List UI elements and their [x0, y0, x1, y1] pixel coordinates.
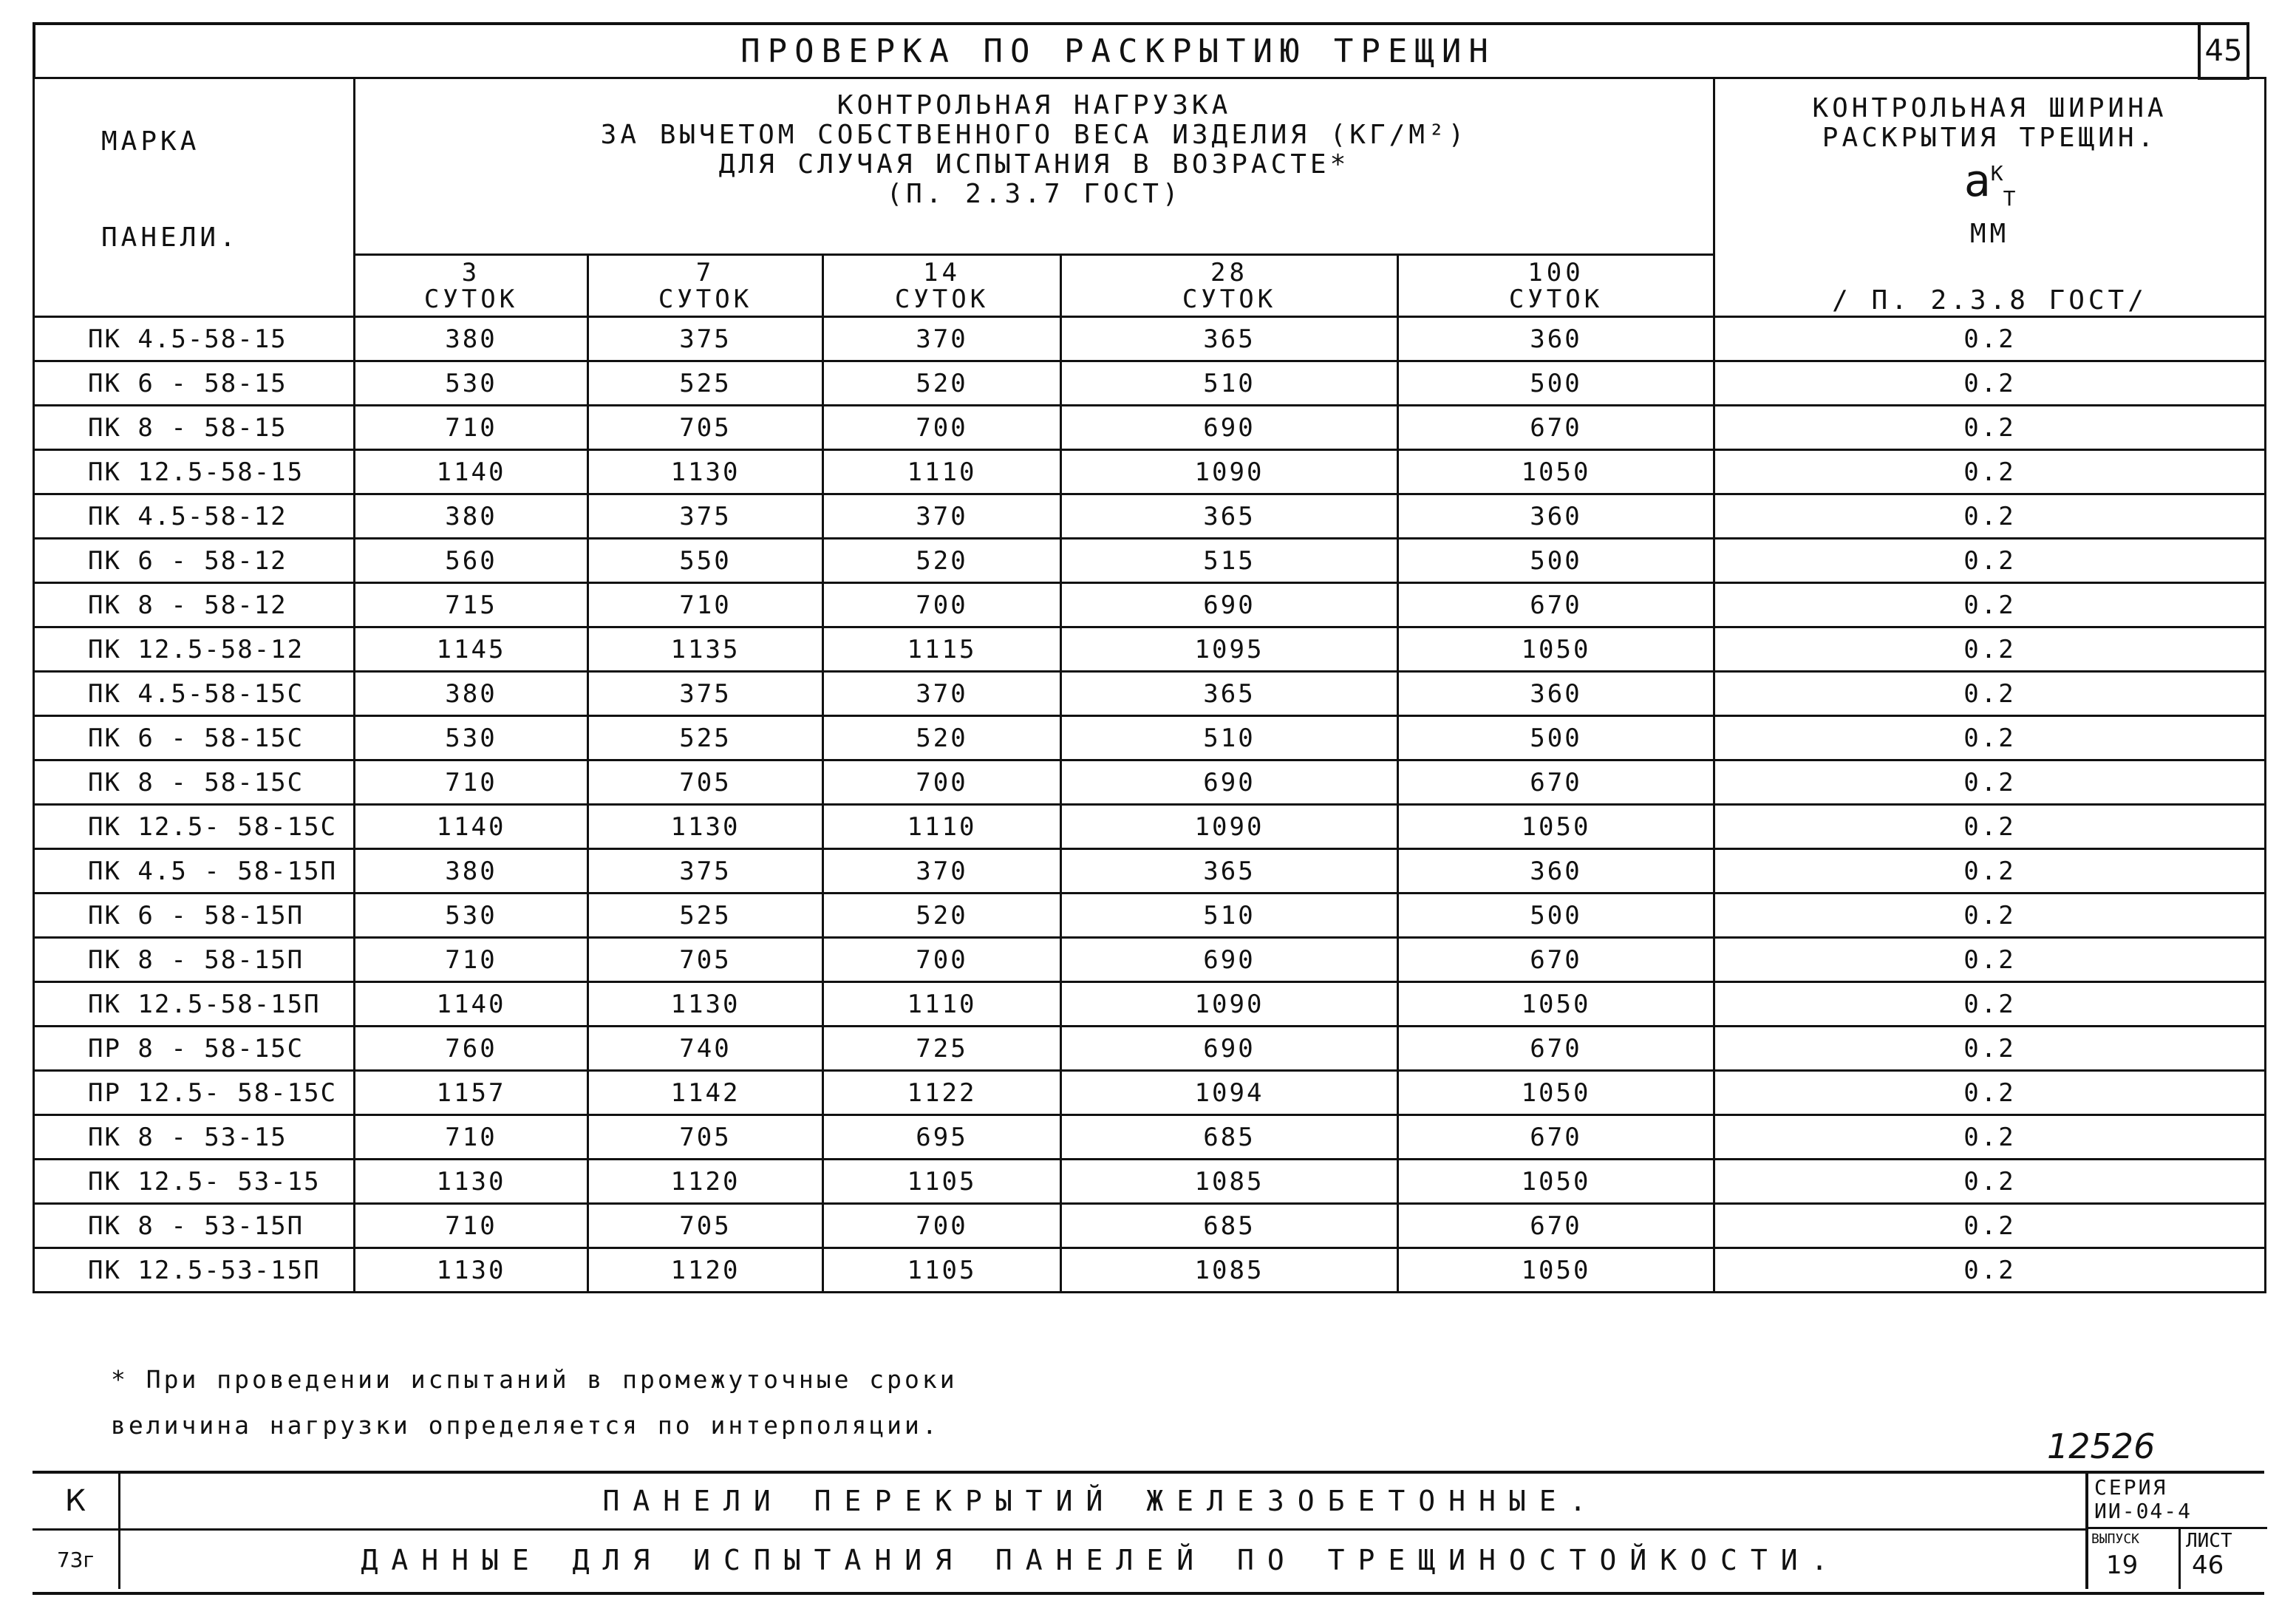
- load-7-days-cell: 375: [588, 849, 823, 894]
- load-100-days-cell: 360: [1398, 317, 1714, 361]
- load-3-days-cell: 530: [355, 716, 588, 760]
- width-unit: ММ: [1969, 219, 2010, 249]
- load-14-days-cell: 520: [823, 539, 1061, 583]
- panel-mark-cell: ПК 6 - 58-15С: [34, 716, 355, 760]
- table-row: [34, 1160, 2266, 1204]
- panel-mark-cell: ПК 4.5-58-12: [34, 494, 355, 539]
- day-header-100: 100 СУТОК: [1398, 255, 1714, 317]
- load-7-days-cell: 705: [588, 406, 823, 450]
- crack-width-sub: Т: [2003, 186, 2016, 211]
- load-7-days-cell: 375: [588, 494, 823, 539]
- load-column-header: [355, 78, 1714, 255]
- load-14-days-cell: 520: [823, 361, 1061, 406]
- load-28-days-cell: 690: [1061, 1027, 1398, 1071]
- load-14-days-cell: 1110: [823, 450, 1061, 494]
- table-row: [34, 627, 2266, 672]
- load-100-days-cell: 500: [1398, 361, 1714, 406]
- panel-mark-cell: ПК 8 - 58-15С: [34, 760, 355, 805]
- crack-width-cell: 0.2: [1714, 1204, 2266, 1248]
- issue-label: ВЫПУСК: [2091, 1531, 2140, 1547]
- load-header-line1: КОНТРОЛЬНАЯ НАГРУЗКА: [837, 90, 1232, 120]
- load-28-days-cell: 1090: [1061, 805, 1398, 849]
- table-row: [34, 1115, 2266, 1160]
- load-3-days-cell: 1130: [355, 1248, 588, 1293]
- load-100-days-cell: 670: [1398, 760, 1714, 805]
- load-100-days-cell: 360: [1398, 494, 1714, 539]
- table-row: [34, 583, 2266, 627]
- width-reference: / П. 2.3.8 ГОСТ/: [1832, 285, 2147, 316]
- panel-mark-cell: ПР 12.5- 58-15С: [34, 1071, 355, 1115]
- load-100-days-cell: 1050: [1398, 1248, 1714, 1293]
- load-3-days-cell: 380: [355, 672, 588, 716]
- crack-width-cell: 0.2: [1714, 1115, 2266, 1160]
- day-header-3: 3 СУТОК: [355, 255, 588, 317]
- panel-mark-cell: ПК 12.5-58-15П: [34, 982, 355, 1027]
- load-3-days-cell: 710: [355, 1115, 588, 1160]
- load-3-days-cell: 1157: [355, 1071, 588, 1115]
- load-7-days-cell: 375: [588, 317, 823, 361]
- load-3-days-cell: 1145: [355, 627, 588, 672]
- load-3-days-cell: 710: [355, 938, 588, 982]
- crack-width-cell: 0.2: [1714, 1071, 2266, 1115]
- load-7-days-cell: 705: [588, 1115, 823, 1160]
- load-3-days-cell: 1130: [355, 1160, 588, 1204]
- load-7-days-cell: 1120: [588, 1160, 823, 1204]
- crack-width-sup: К: [1990, 161, 2003, 186]
- crack-width-cell: 0.2: [1714, 583, 2266, 627]
- load-header-line4: (П. 2.3.7 ГОСТ): [886, 179, 1182, 209]
- series-divider: [2088, 1527, 2267, 1529]
- table-row: [34, 672, 2266, 716]
- load-14-days-cell: 700: [823, 1204, 1061, 1248]
- panel-mark-cell: ПК 8 - 53-15: [34, 1115, 355, 1160]
- panel-mark-cell: ПК 12.5-58-12: [34, 627, 355, 672]
- day-header-7: 7 СУТОК: [588, 255, 823, 317]
- load-28-days-cell: 510: [1061, 716, 1398, 760]
- panel-mark-cell: ПК 12.5-53-15П: [34, 1248, 355, 1293]
- load-100-days-cell: 670: [1398, 406, 1714, 450]
- load-28-days-cell: 1094: [1061, 1071, 1398, 1115]
- load-14-days-cell: 1115: [823, 627, 1061, 672]
- table-row: [34, 361, 2266, 406]
- crack-width-symbol: [1715, 153, 2264, 219]
- issue-value: 19: [2106, 1551, 2139, 1580]
- load-3-days-cell: 710: [355, 760, 588, 805]
- load-14-days-cell: 695: [823, 1115, 1061, 1160]
- crack-width-cell: 0.2: [1714, 317, 2266, 361]
- table-row: [34, 982, 2266, 1027]
- load-14-days-cell: 370: [823, 494, 1061, 539]
- load-3-days-cell: 710: [355, 406, 588, 450]
- crack-width-cell: 0.2: [1714, 760, 2266, 805]
- load-14-days-cell: 700: [823, 583, 1061, 627]
- load-7-days-cell: 1135: [588, 627, 823, 672]
- table-row: [34, 1071, 2266, 1115]
- load-3-days-cell: 715: [355, 583, 588, 627]
- crack-width-cell: 0.2: [1714, 982, 2266, 1027]
- load-28-days-cell: 685: [1061, 1115, 1398, 1160]
- page-title: ПРОВЕРКА ПО РАСКРЫТИЮ ТРЕЩИН: [33, 22, 2201, 77]
- table-row: [34, 539, 2266, 583]
- load-100-days-cell: 670: [1398, 1027, 1714, 1071]
- panel-mark-cell: ПК 6 - 58-12: [34, 539, 355, 583]
- load-28-days-cell: 1090: [1061, 450, 1398, 494]
- load-7-days-cell: 740: [588, 1027, 823, 1071]
- load-3-days-cell: 530: [355, 894, 588, 938]
- table-row: [34, 1248, 2266, 1293]
- load-7-days-cell: 705: [588, 1204, 823, 1248]
- load-28-days-cell: 1085: [1061, 1248, 1398, 1293]
- load-28-days-cell: 690: [1061, 938, 1398, 982]
- load-100-days-cell: 1050: [1398, 805, 1714, 849]
- table-row: [34, 760, 2266, 805]
- load-28-days-cell: 690: [1061, 760, 1398, 805]
- footnote-line2: величина нагрузки определяется по интерполяции.: [111, 1411, 940, 1440]
- crack-width-cell: 0.2: [1714, 716, 2266, 760]
- load-7-days-cell: 1142: [588, 1071, 823, 1115]
- stamp-title-line2: ДАННЫЕ ДЛЯ ИСПЫТАНИЯ ПАНЕЛЕЙ ПО ТРЕЩИНОСТОЙКОСТИ.: [361, 1543, 1842, 1576]
- mark-header-line2: ПАНЕЛИ.: [101, 222, 239, 253]
- load-14-days-cell: 520: [823, 716, 1061, 760]
- load-14-days-cell: 700: [823, 938, 1061, 982]
- document-number: 12526: [2047, 1426, 2156, 1466]
- load-3-days-cell: 560: [355, 539, 588, 583]
- panel-mark-cell: ПК 6 - 58-15: [34, 361, 355, 406]
- mark-header-line1: МАРКА: [101, 126, 200, 157]
- crack-width-letter: a: [1963, 155, 1991, 207]
- day-header-28: 28 СУТОК: [1061, 255, 1398, 317]
- crack-width-cell: 0.2: [1714, 406, 2266, 450]
- load-28-days-cell: 1095: [1061, 627, 1398, 672]
- sheet-value: 46: [2192, 1551, 2224, 1580]
- crack-width-cell: 0.2: [1714, 849, 2266, 894]
- load-100-days-cell: 670: [1398, 583, 1714, 627]
- load-28-days-cell: 685: [1061, 1204, 1398, 1248]
- load-100-days-cell: 500: [1398, 894, 1714, 938]
- load-100-days-cell: 1050: [1398, 627, 1714, 672]
- crack-width-cell: 0.2: [1714, 894, 2266, 938]
- load-100-days-cell: 360: [1398, 672, 1714, 716]
- load-3-days-cell: 530: [355, 361, 588, 406]
- load-14-days-cell: 1105: [823, 1248, 1061, 1293]
- load-28-days-cell: 365: [1061, 494, 1398, 539]
- load-28-days-cell: 690: [1061, 583, 1398, 627]
- mark-column-header: [34, 78, 355, 317]
- load-7-days-cell: 1130: [588, 450, 823, 494]
- load-7-days-cell: 710: [588, 583, 823, 627]
- footnote-line1: * При проведении испытаний в промежуточные сроки: [111, 1365, 958, 1394]
- load-28-days-cell: 690: [1061, 406, 1398, 450]
- load-3-days-cell: 380: [355, 317, 588, 361]
- load-100-days-cell: 1050: [1398, 450, 1714, 494]
- table-row: [34, 317, 2266, 361]
- load-3-days-cell: 760: [355, 1027, 588, 1071]
- table-row: [34, 938, 2266, 982]
- load-7-days-cell: 705: [588, 760, 823, 805]
- panel-mark-cell: ПК 12.5-58-15: [34, 450, 355, 494]
- load-28-days-cell: 1085: [1061, 1160, 1398, 1204]
- table-row: [34, 1027, 2266, 1071]
- series-label: СЕРИЯ: [2094, 1475, 2168, 1500]
- stamp-title-line1: ПАНЕЛИ ПЕРЕКРЫТИЙ ЖЕЛЕЗОБЕТОННЫЕ.: [602, 1485, 1600, 1517]
- load-100-days-cell: 670: [1398, 938, 1714, 982]
- load-7-days-cell: 1130: [588, 982, 823, 1027]
- table-row: [34, 849, 2266, 894]
- load-100-days-cell: 500: [1398, 716, 1714, 760]
- panel-mark-cell: ПК 8 - 58-15: [34, 406, 355, 450]
- load-28-days-cell: 365: [1061, 849, 1398, 894]
- panel-mark-cell: ПК 8 - 58-12: [34, 583, 355, 627]
- footnote: [111, 1357, 958, 1449]
- load-14-days-cell: 700: [823, 406, 1061, 450]
- crack-width-cell: 0.2: [1714, 361, 2266, 406]
- load-100-days-cell: 1050: [1398, 1071, 1714, 1115]
- table-row: [34, 450, 2266, 494]
- panel-mark-cell: ПК 4.5-58-15С: [34, 672, 355, 716]
- width-header-line2: РАСКРЫТИЯ ТРЕЩИН.: [1822, 123, 2158, 153]
- load-3-days-cell: 380: [355, 849, 588, 894]
- crack-width-cell: 0.2: [1714, 1160, 2266, 1204]
- load-14-days-cell: 1110: [823, 982, 1061, 1027]
- load-100-days-cell: 1050: [1398, 1160, 1714, 1204]
- load-28-days-cell: 1090: [1061, 982, 1398, 1027]
- crack-width-cell: 0.2: [1714, 1027, 2266, 1071]
- load-14-days-cell: 1105: [823, 1160, 1061, 1204]
- load-14-days-cell: 520: [823, 894, 1061, 938]
- crack-check-table: [33, 77, 2266, 1293]
- crack-width-cell: 0.2: [1714, 627, 2266, 672]
- panel-mark-cell: ПК 4.5-58-15: [34, 317, 355, 361]
- load-14-days-cell: 370: [823, 849, 1061, 894]
- table-row: [34, 406, 2266, 450]
- table-row: [34, 894, 2266, 938]
- load-14-days-cell: 370: [823, 672, 1061, 716]
- load-14-days-cell: 1122: [823, 1071, 1061, 1115]
- load-7-days-cell: 550: [588, 539, 823, 583]
- table-row: [34, 494, 2266, 539]
- sheet-number-box: 45: [2198, 22, 2249, 80]
- load-3-days-cell: 380: [355, 494, 588, 539]
- table-row: [34, 716, 2266, 760]
- series-value: ИИ-04-4: [2094, 1499, 2193, 1523]
- panel-mark-cell: ПР 8 - 58-15С: [34, 1027, 355, 1071]
- load-100-days-cell: 1050: [1398, 982, 1714, 1027]
- load-14-days-cell: 725: [823, 1027, 1061, 1071]
- load-7-days-cell: 525: [588, 716, 823, 760]
- load-28-days-cell: 365: [1061, 317, 1398, 361]
- load-7-days-cell: 525: [588, 894, 823, 938]
- table-row: [34, 805, 2266, 849]
- crack-width-cell: 0.2: [1714, 938, 2266, 982]
- crack-width-cell: 0.2: [1714, 672, 2266, 716]
- load-28-days-cell: 510: [1061, 361, 1398, 406]
- panel-mark-cell: ПК 12.5- 53-15: [34, 1160, 355, 1204]
- load-100-days-cell: 670: [1398, 1204, 1714, 1248]
- day-header-14: 14 СУТОК: [823, 255, 1061, 317]
- load-100-days-cell: 500: [1398, 539, 1714, 583]
- corner-cell-bottom: 73г: [33, 1531, 120, 1589]
- corner-cell-top: К: [33, 1474, 120, 1528]
- load-7-days-cell: 375: [588, 672, 823, 716]
- load-header-line3: ДЛЯ СЛУЧАЯ ИСПЫТАНИЯ В ВОЗРАСТЕ*: [718, 149, 1350, 180]
- load-3-days-cell: 1140: [355, 450, 588, 494]
- crack-width-cell: 0.2: [1714, 805, 2266, 849]
- table-body: [34, 317, 2266, 1293]
- crack-width-cell: 0.2: [1714, 1248, 2266, 1293]
- load-14-days-cell: 700: [823, 760, 1061, 805]
- panel-mark-cell: ПК 4.5 - 58-15П: [34, 849, 355, 894]
- load-3-days-cell: 1140: [355, 982, 588, 1027]
- load-14-days-cell: 370: [823, 317, 1061, 361]
- load-7-days-cell: 1120: [588, 1248, 823, 1293]
- sheet-label: ЛИСТ: [2186, 1530, 2232, 1552]
- width-column-header: [1714, 78, 2266, 317]
- issue-sheet-divider: [2179, 1527, 2181, 1589]
- panel-mark-cell: ПК 8 - 58-15П: [34, 938, 355, 982]
- table-row: [34, 1204, 2266, 1248]
- load-3-days-cell: 710: [355, 1204, 588, 1248]
- load-header-line2: ЗА ВЫЧЕТОМ СОБСТВЕННОГО ВЕСА ИЗДЕЛИЯ (КГ/М²): [600, 120, 1468, 150]
- width-header-line1: КОНТРОЛЬНАЯ ШИРИНА: [1812, 93, 2167, 123]
- panel-mark-cell: ПК 6 - 58-15П: [34, 894, 355, 938]
- crack-width-cell: 0.2: [1714, 450, 2266, 494]
- load-7-days-cell: 705: [588, 938, 823, 982]
- crack-width-cell: 0.2: [1714, 494, 2266, 539]
- load-14-days-cell: 1110: [823, 805, 1061, 849]
- load-100-days-cell: 670: [1398, 1115, 1714, 1160]
- panel-mark-cell: ПК 12.5- 58-15С: [34, 805, 355, 849]
- load-100-days-cell: 360: [1398, 849, 1714, 894]
- load-28-days-cell: 510: [1061, 894, 1398, 938]
- panel-mark-cell: ПК 8 - 53-15П: [34, 1204, 355, 1248]
- load-28-days-cell: 365: [1061, 672, 1398, 716]
- crack-width-cell: 0.2: [1714, 539, 2266, 583]
- load-28-days-cell: 515: [1061, 539, 1398, 583]
- load-7-days-cell: 525: [588, 361, 823, 406]
- load-7-days-cell: 1130: [588, 805, 823, 849]
- series-box: [2085, 1474, 2267, 1589]
- load-3-days-cell: 1140: [355, 805, 588, 849]
